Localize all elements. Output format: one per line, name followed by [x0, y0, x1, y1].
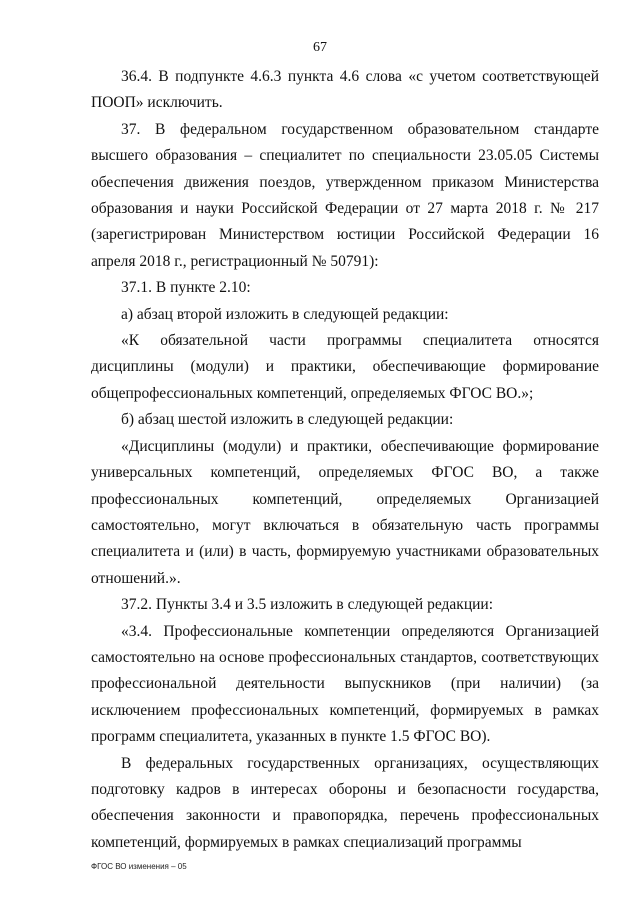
paragraph-37-1: 37.1. В пункте 2.10: — [121, 279, 251, 297]
page-number: 67 — [313, 40, 327, 55]
paragraph-37-2: 37.2. Пункты 3.4 и 3.5 изложить в следующей редакции: — [121, 596, 494, 614]
page-footer: ФГОС ВО изменения – 05 — [91, 862, 187, 871]
paragraph-quote-b: «Дисциплины (модули) и практики, обеспечивающие формирование универсальных компетенций, определяемых ФГОС ВО, а также профессиональных компетенций, определяемых Организацией самостоятельно, могут включаться в обязательную часть программы специалитета и (или) в часть, формируемую участниками образовательных отношений.». — [91, 437, 599, 587]
paragraph-37-1-b: б) абзац шестой изложить в следующей редакции: — [121, 411, 454, 429]
document-body — [91, 64, 599, 856]
paragraph-37-intro: 37. В федеральном государственном образовательном стандарте высшего образования – специалитет по специальности 23.05.05 Системы обеспечения движения поездов, утвержденном приказом Министерства образования и науки Российской Федерации от 27 марта 2018 г. № 217 (зарегистрирован Министерством юстиции Российской Федерации 16 апреля 2018 г., регистрационный № 50791): — [91, 120, 599, 270]
paragraph-36-4: 36.4. В подпункте 4.6.3 пункта 4.6 слова «с учетом соответствующей ПООП» исключить. — [91, 68, 599, 112]
paragraph-3-4: «3.4. Профессиональные компетенции определяются Организацией самостоятельно на основе профессиональных стандартов, соответствующих профессиональной деятельности выпускников (при наличии) (за исключением профессиональных компетенций, формируемых в рамках программ специалитета, указанных в пункте 1.5 ФГОС ВО). — [91, 622, 599, 746]
paragraph-federal-orgs: В федеральных государственных организациях, осуществляющих подготовку кадров в интересах обороны и безопасности государства, обеспечения законности и правопорядка, перечень профессиональных компетенций, формируемых в рамках специализаций программы — [91, 754, 599, 851]
paragraph-quote-a: «К обязательной части программы специалитета относятся дисциплины (модули) и практики, обеспечивающие формирование общепрофессиональных компетенций, определяемых ФГОС ВО.»; — [91, 332, 599, 402]
paragraph-37-1-a: а) абзац второй изложить в следующей редакции: — [121, 305, 449, 323]
